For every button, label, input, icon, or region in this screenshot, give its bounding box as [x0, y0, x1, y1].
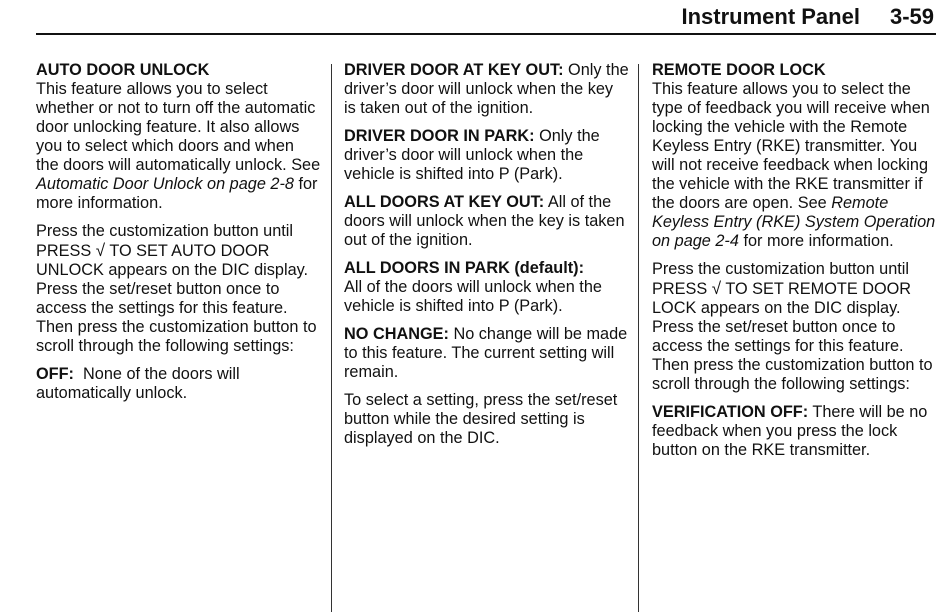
instructions-rest: UNLOCK appears on the DIC display. Press the set/reset button once to access the settings for this feature. Then press the customization button to scroll through the following settings:: [36, 261, 317, 355]
rke-reference: Remote Keyless Entry (RKE) System Operation on page 2-4: [652, 194, 936, 250]
checkmark-icon: √: [95, 241, 106, 260]
column-left: [36, 61, 321, 412]
intro-text-end: for more information.: [36, 175, 318, 212]
instructions-start: Press the customization button until: [652, 260, 910, 278]
auto-door-unlock-heading: AUTO DOOR UNLOCK: [36, 61, 210, 79]
intro-text: This feature allows you to select the type of feedback you will receive when locking the vehicle with the Remote Keyless Entry (RKE) transmitter. You will not receive feedback when locking the vehicle with the RKE transmitter if the doors are open. See: [652, 80, 930, 212]
setting-label: DRIVER DOOR AT KEY OUT:: [344, 61, 564, 79]
instructions-start: Press the customization button until: [36, 222, 294, 240]
to-set-text: TO SET REMOTE DOOR: [725, 280, 912, 298]
section-title: Instrument Panel: [681, 4, 860, 29]
remote-door-lock-instructions: [652, 260, 937, 394]
column-right: [652, 61, 937, 469]
auto-door-unlock-intro: [36, 80, 321, 213]
page-number: 3-59: [889, 4, 934, 29]
setting-driver-door-in-park: [344, 127, 629, 184]
setting-text: There will be no feedback when you press the lock button on the RKE transmitter.: [652, 403, 928, 459]
instructions-rest: LOCK appears on the DIC display. Press the set/reset button once to access the settings for this feature. Then press the customization button to scroll through the following settings:: [652, 299, 933, 393]
column-divider-1: [331, 64, 332, 612]
auto-door-unlock-instructions: [36, 222, 321, 356]
press-line: [36, 242, 269, 260]
setting-off: [36, 365, 321, 403]
setting-text: All of the doors will unlock when the vehicle is shifted into P (Park).: [344, 278, 602, 315]
press-word: PRESS: [36, 242, 92, 260]
setting-all-doors-key-out: [344, 193, 629, 250]
setting-off-text: None of the doors will automatically unlock.: [36, 365, 240, 402]
intro-text-end: for more information.: [738, 232, 894, 250]
column-divider-2: [638, 64, 639, 612]
setting-text: Only the driver’s door will unlock when the key is taken out of the ignition.: [344, 61, 629, 117]
setting-no-change: [344, 325, 629, 382]
setting-driver-door-key-out: [344, 61, 629, 118]
setting-label: ALL DOORS IN PARK (default):: [344, 259, 584, 277]
setting-label: VERIFICATION OFF:: [652, 403, 809, 421]
setting-verification-off: [652, 403, 937, 460]
intro-text: This feature allows you to select whether or not to turn off the automatic door unlocking feature. It also allows you to select which doors and when the doors will automatically unlock. See: [36, 80, 321, 174]
setting-all-doors-in-park: [344, 259, 629, 316]
press-word: PRESS: [652, 280, 708, 298]
setting-label: DRIVER DOOR IN PARK:: [344, 127, 535, 145]
checkmark-icon: √: [711, 279, 722, 298]
setting-label: ALL DOORS AT KEY OUT:: [344, 193, 545, 211]
setting-text: No change will be made to this feature. The current setting will remain.: [344, 325, 628, 381]
press-line: [652, 280, 911, 298]
setting-text: Only the driver’s door will unlock when the vehicle is shifted into P (Park).: [344, 127, 600, 183]
setting-label: NO CHANGE:: [344, 325, 449, 343]
header-rule: [36, 33, 936, 35]
to-set-text: TO SET AUTO DOOR: [109, 242, 270, 260]
page-header: [681, 4, 934, 30]
setting-text: All of the doors will unlock when the key is taken out of the ignition.: [344, 193, 625, 249]
column-middle: [344, 61, 629, 457]
remote-door-lock-intro: [652, 80, 937, 251]
select-setting-instructions: To select a setting, press the set/reset button while the desired setting is displayed on the DIC.: [344, 391, 618, 447]
auto-door-unlock-reference: Automatic Door Unlock on page 2-8: [36, 175, 294, 193]
remote-door-lock-heading: REMOTE DOOR LOCK: [652, 61, 826, 79]
setting-off-label: OFF:: [36, 365, 74, 383]
